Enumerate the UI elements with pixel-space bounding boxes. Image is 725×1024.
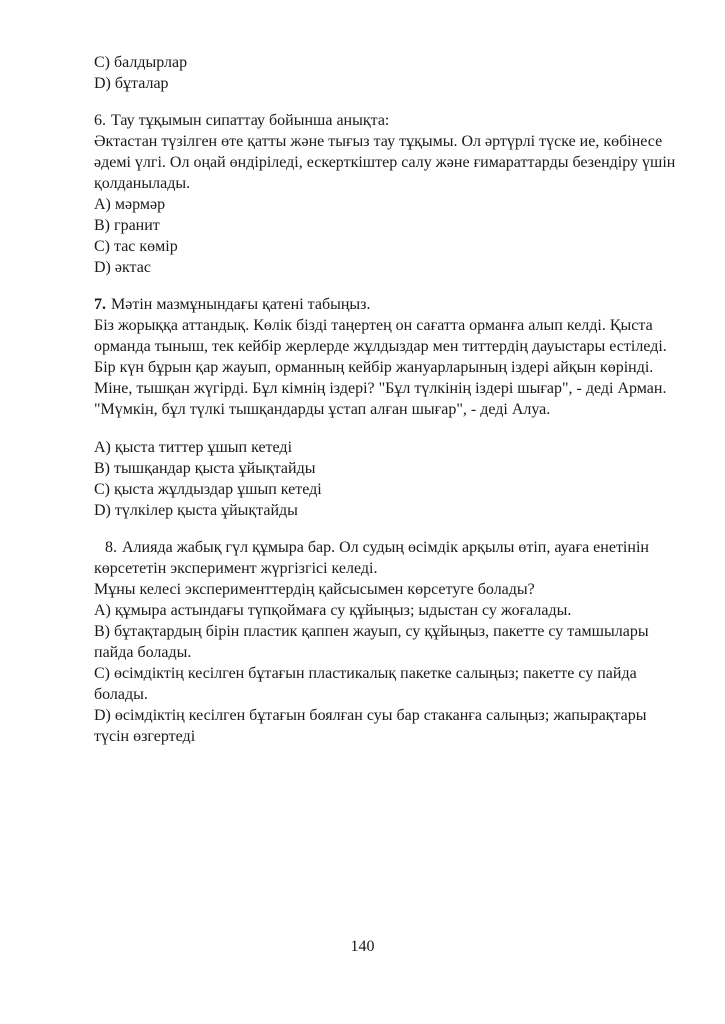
question-7-title-text: Мәтін мазмұнындағы қатені табыңыз. bbox=[111, 296, 371, 313]
answer-option: B) тышқандар қыста ұйықтайды bbox=[94, 460, 316, 477]
answer-option: C) өсімдіктің кесілген бұтағын пластикалық пакетке салыңыз; пакетте су пайда болады. bbox=[94, 665, 637, 703]
question-8-options bbox=[94, 600, 679, 747]
answer-option: C) қыста жұлдыздар ұшып кетеді bbox=[94, 481, 322, 498]
answer-option: D) әктас bbox=[94, 259, 151, 276]
question-7-number: 7. bbox=[94, 296, 106, 313]
question-6-number: 6. bbox=[94, 112, 106, 129]
question-8-number: 8. bbox=[105, 539, 117, 556]
answer-option: B) бұтақтардың бірін пластик қаппен жауып, су құйыңыз, пакетте су тамшылары пайда болады. bbox=[94, 623, 649, 661]
question-8-body: Мұны келесі эксперименттердің қайсысымен көрсетуге болады? bbox=[94, 581, 535, 598]
question-6-title-text: Тау тұқымын сипаттау бойынша анықта: bbox=[111, 112, 390, 129]
question-6 bbox=[94, 110, 679, 278]
question-6-title bbox=[94, 110, 679, 131]
answer-option: D) түлкілер қыста ұйықтайды bbox=[94, 502, 298, 519]
question-8-title bbox=[94, 537, 679, 579]
answer-option: A) құмыра астындағы түпқоймаға су құйыңыз; ыдыстан су жоғалады. bbox=[94, 602, 572, 619]
question-6-body: Әктастан түзілген өте қатты және тығыз тау тұқымы. Ол әртүрлі түске ие, көбінесе әдемі үлгі. Ол оңай өндіріледі, ескерткіштер салу және ғимараттарды безендіру үшін қолданылады. bbox=[94, 133, 676, 192]
answer-option: B) гранит bbox=[94, 217, 160, 234]
page-number: 140 bbox=[350, 938, 375, 955]
question-7-body: Біз жорыққа аттандық. Көлік бізді таңертең он сағатта орманға алып келді. Қыста орманда тыныш, тек кейбір жерлерде жұлдыздар мен титтердің дауыстары естіледі. Бір күн бұрын қар жауып, орманның кейбір жануарларының іздері айқын көрінді. Міне, тышқан жүгірді. Бұл кімнің іздері? "Бұл түлкінің іздері шығар", - деді Арман. "Мүмкін, бұл түлкі тышқандарды ұстап алған шығар", - деді Алуа. bbox=[94, 317, 667, 418]
answer-option: C) тас көмір bbox=[94, 238, 178, 255]
answer-option: D) өсімдіктің кесілген бұтағын боялған суы бар стаканға салыңыз; жапырақтары түсін өзгертеді bbox=[94, 707, 647, 745]
question-8 bbox=[94, 537, 679, 747]
previous-question-options bbox=[94, 52, 679, 94]
answer-option: A) мәрмәр bbox=[94, 196, 166, 213]
question-6-options bbox=[94, 194, 679, 278]
question-8-title-text: Алияда жабық гүл құмыра бар. Ол судың өсімдік арқылы өтіп, ауаға енетінін көрсететін эксперимент жүргізгісі келеді. bbox=[94, 539, 649, 577]
answer-option: D) бұталар bbox=[94, 75, 169, 92]
answer-option: C) балдырлар bbox=[94, 54, 188, 71]
question-7-title bbox=[94, 294, 679, 315]
question-7 bbox=[94, 294, 679, 521]
question-7-options bbox=[94, 437, 679, 521]
answer-option: A) қыста титтер ұшып кетеді bbox=[94, 439, 293, 456]
